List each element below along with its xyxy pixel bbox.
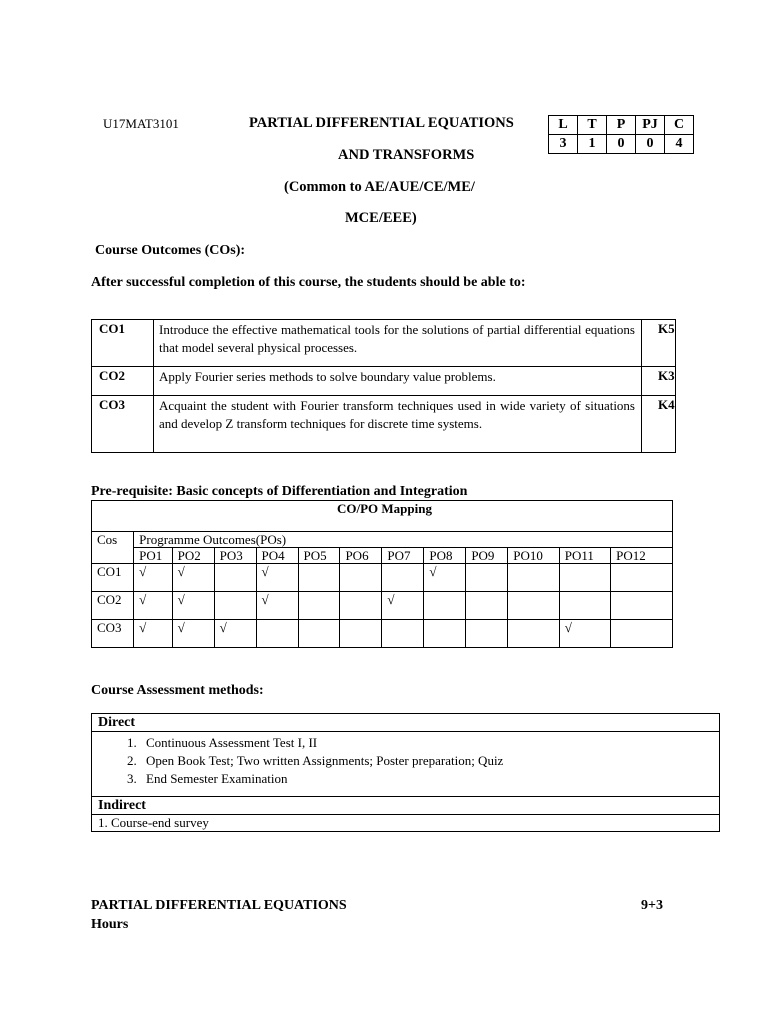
mapping-cell: √ [256, 592, 298, 620]
po-header: PO1 [134, 548, 173, 564]
mapping-row [92, 592, 673, 620]
mapping-cell [298, 564, 340, 592]
co-code: CO1 [92, 320, 154, 367]
ltpjc-label: L [549, 116, 578, 135]
mapping-header-row [92, 532, 673, 548]
po-header: PO7 [382, 548, 424, 564]
direct-item: 3. End Semester Examination [140, 770, 719, 788]
ltpjc-label: P [607, 116, 636, 135]
ltpjc-table [548, 115, 694, 154]
co-row [92, 367, 676, 396]
co-level: K4 [642, 396, 676, 453]
ltpjc-label: PJ [636, 116, 665, 135]
ltpjc-values-row [549, 135, 694, 154]
co-row [92, 320, 676, 367]
common-to-line1: (Common to AE/AUE/CE/ME/ [284, 179, 475, 195]
ltpjc-value: 4 [665, 135, 694, 154]
mapping-title: CO/PO Mapping [92, 501, 673, 532]
indirect-label: Indirect [92, 797, 720, 815]
po-header: PO4 [256, 548, 298, 564]
mapping-cell: √ [382, 592, 424, 620]
direct-items-cell [92, 732, 720, 797]
course-code: U17MAT3101 [103, 116, 179, 131]
po-header: PO12 [611, 548, 673, 564]
cos-label: Cos [92, 532, 134, 564]
mapping-cell: √ [424, 564, 466, 592]
direct-items-row [92, 732, 720, 797]
co-code: CO2 [92, 367, 154, 396]
co-po-mapping-table [91, 500, 673, 648]
course-title-line2: AND TRANSFORMS [338, 147, 475, 163]
mapping-cell [508, 592, 559, 620]
mapping-cell [340, 564, 382, 592]
assessment-heading: Course Assessment methods: [91, 683, 264, 698]
co-code: CO3 [92, 396, 154, 453]
mapping-cell: √ [134, 564, 173, 592]
mapping-cell [214, 564, 256, 592]
mapping-cell [424, 592, 466, 620]
po-header: PO6 [340, 548, 382, 564]
mapping-cell: √ [256, 564, 298, 592]
mapping-cell [466, 592, 508, 620]
mapping-cell [508, 620, 559, 648]
ltpjc-value: 0 [636, 135, 665, 154]
co-level: K5 [642, 320, 676, 367]
ltpjc-label: T [578, 116, 607, 135]
mapping-cell [611, 564, 673, 592]
mapping-cell: √ [134, 592, 173, 620]
mapping-cell [466, 620, 508, 648]
co-level: K3 [642, 367, 676, 396]
mapping-co-label: CO2 [92, 592, 134, 620]
mapping-row [92, 620, 673, 648]
course-title-line1: PARTIAL DIFFERENTIAL EQUATIONS [249, 115, 514, 131]
prerequisite: Pre-requisite: Basic concepts of Differentiation and Integration [91, 484, 468, 499]
po-header: PO8 [424, 548, 466, 564]
mapping-cell [340, 592, 382, 620]
common-to-line2: MCE/EEE) [345, 210, 417, 226]
mapping-cell [298, 592, 340, 620]
mapping-cell [382, 564, 424, 592]
mapping-cell: √ [559, 620, 610, 648]
direct-label: Direct [92, 714, 720, 732]
assessment-table [91, 713, 720, 832]
unit-hours-label: Hours [91, 917, 129, 932]
mapping-title-row [92, 501, 673, 532]
mapping-cell [508, 564, 559, 592]
direct-header-row [92, 714, 720, 732]
mapping-cell [466, 564, 508, 592]
indirect-header-row [92, 797, 720, 815]
co-description: Acquaint the student with Fourier transform techniques used in wide variety of situations and develop Z transform techniques for discrete time systems. [154, 396, 642, 453]
ltpjc-label: C [665, 116, 694, 135]
po-header: PO5 [298, 548, 340, 564]
mapping-cell [424, 620, 466, 648]
co-description: Apply Fourier series methods to solve boundary value problems. [154, 367, 642, 396]
ltpjc-value: 0 [607, 135, 636, 154]
mapping-cell: √ [172, 564, 214, 592]
po-header-row [92, 548, 673, 564]
indirect-item: 1. Course-end survey [92, 815, 720, 832]
mapping-co-label: CO3 [92, 620, 134, 648]
po-header: PO3 [214, 548, 256, 564]
mapping-cell: √ [172, 620, 214, 648]
ltpjc-labels-row [549, 116, 694, 135]
mapping-cell: √ [134, 620, 173, 648]
co-description: Introduce the effective mathematical tools for the solutions of partial differential equations that model several physical processes. [154, 320, 642, 367]
mapping-cell: √ [214, 620, 256, 648]
mapping-cell [214, 592, 256, 620]
programme-outcomes-label: Programme Outcomes(POs) [134, 532, 673, 548]
mapping-cell [611, 620, 673, 648]
mapping-cell [559, 592, 610, 620]
indirect-items-row [92, 815, 720, 832]
po-header: PO9 [466, 548, 508, 564]
mapping-co-label: CO1 [92, 564, 134, 592]
mapping-cell [382, 620, 424, 648]
course-outcomes-heading: Course Outcomes (COs): [95, 243, 246, 258]
mapping-cell: √ [172, 592, 214, 620]
po-header: PO2 [172, 548, 214, 564]
unit-hours-value: 9+3 [641, 898, 663, 913]
unit-title: PARTIAL DIFFERENTIAL EQUATIONS [91, 898, 347, 913]
mapping-cell [340, 620, 382, 648]
ltpjc-value: 3 [549, 135, 578, 154]
mapping-cell [298, 620, 340, 648]
direct-item: 1. Continuous Assessment Test I, II [140, 734, 719, 752]
direct-items-list [92, 732, 719, 796]
ltpjc-value: 1 [578, 135, 607, 154]
mapping-cell [559, 564, 610, 592]
co-row [92, 396, 676, 453]
po-header: PO10 [508, 548, 559, 564]
po-header: PO11 [559, 548, 610, 564]
direct-item: 2. Open Book Test; Two written Assignments; Poster preparation; Quiz [140, 752, 719, 770]
mapping-cell [256, 620, 298, 648]
mapping-row [92, 564, 673, 592]
mapping-cell [611, 592, 673, 620]
course-outcomes-table [91, 319, 676, 453]
after-completion-heading: After successful completion of this course, the students should be able to: [91, 275, 526, 290]
